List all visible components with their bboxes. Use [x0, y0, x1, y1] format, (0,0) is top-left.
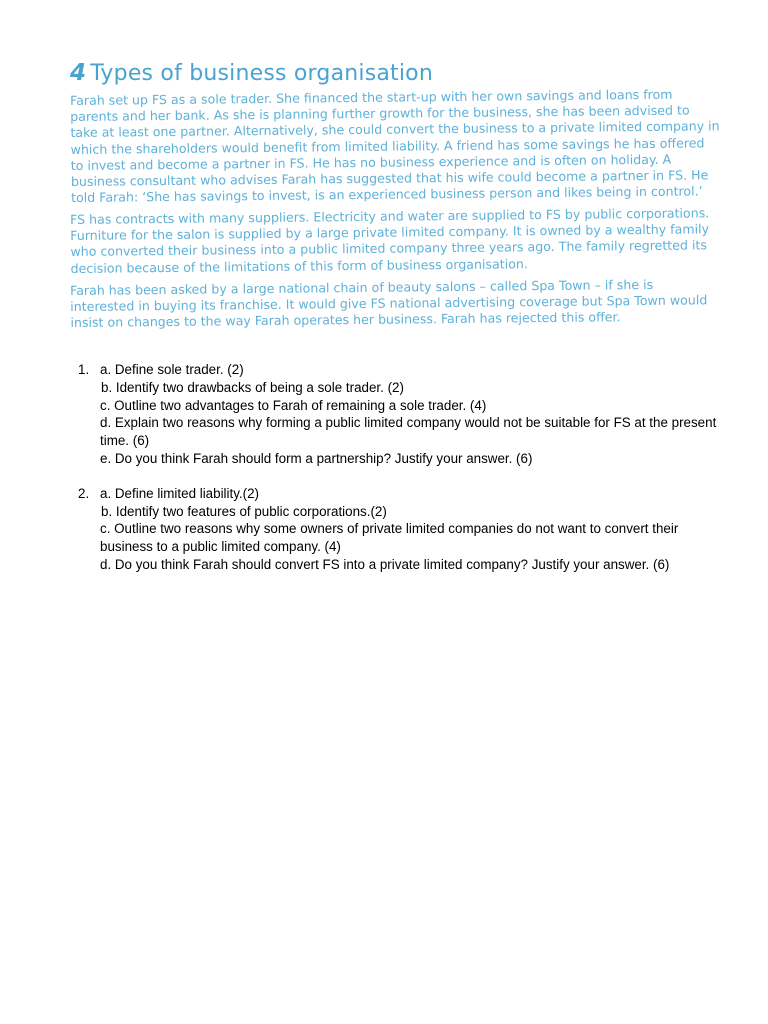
case-study-number: 4: [70, 60, 87, 86]
question-list: [78, 361, 728, 591]
question-part: c. Outline two reasons why some owners of private limited companies do not want to convert their business to a public limited company. (4): [100, 521, 679, 555]
case-study-title: Types of business organisation: [90, 61, 433, 86]
question-number: 1.: [78, 362, 90, 377]
question-part: d. Explain two reasons why forming a public limited company would not be suitable for FS at the present time. (6): [100, 415, 717, 449]
case-study-paragraph: FS has contracts with many suppliers. Electricity and water are supplied to FS by public corporations. Furniture for the salon is supplied by a large private limited company. It is owned by a wealthy family who converted their business into a public limited company three years ago. The family regretted its decision because of the limitations of this form of business organisation.: [70, 205, 710, 277]
question-part: b. Identify two drawbacks of being a sole trader. (2): [101, 379, 404, 395]
question-part: d. Do you think Farah should convert FS into a private limited company? Justify your answer. (6): [100, 556, 670, 572]
question-part-text: a. Define limited liability.(2): [100, 485, 260, 501]
case-study-heading: [70, 58, 720, 89]
question-1: [78, 361, 728, 468]
question-part: [78, 361, 728, 379]
case-study-paragraph: Farah set up FS as a sole trader. She financed the start-up with her own savings and loans from parents and her bank. As she is planning further growth for the business, she has been advised to take at least one partner. Alternatively, she could convert the business to a private limited company in which the shareholders would benefit from limited liability. A friend has some savings he has offered to invest and become a partner in FS. He has no business experience and is often on holiday. A business consultant who advises Farah has suggested that his wife could become a partner in FS. He told Farah: ‘She has savings to invest, is an experienced business person and likes being in control.’: [70, 86, 720, 206]
question-part: c. Outline two advantages to Farah of remaining a sole trader. (4): [100, 397, 487, 413]
question-part: [78, 485, 728, 503]
question-part: b. Identify two features of public corporations.(2): [101, 503, 387, 519]
case-study-paragraph: Farah has been asked by a large national chain of beauty salons – called Spa Town – if she is interested in buying its franchise. It would give FS national advertising coverage but Spa Town would insist on changes to the way Farah operates her business. Farah has rejected this offer.: [70, 277, 708, 331]
question-part-text: a. Define sole trader. (2): [100, 362, 244, 377]
question-2: [78, 485, 728, 574]
question-part: e. Do you think Farah should form a partnership? Justify your answer. (6): [100, 450, 533, 466]
case-study: [70, 58, 720, 338]
question-number: 2.: [78, 485, 90, 501]
